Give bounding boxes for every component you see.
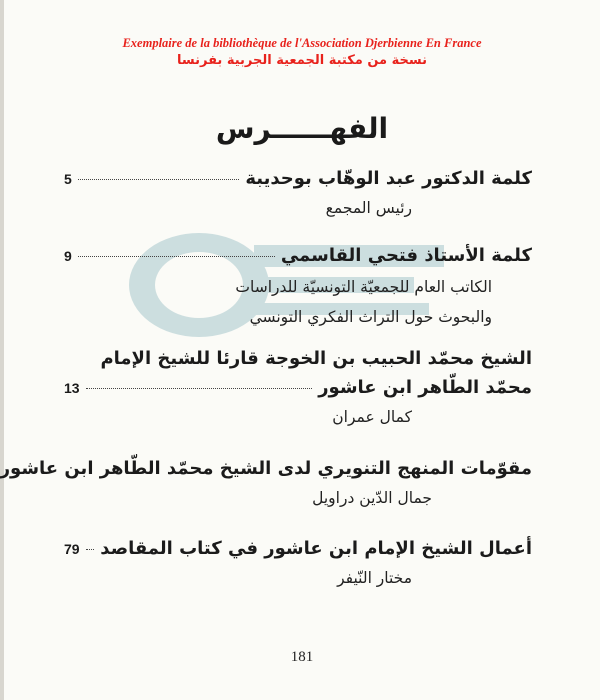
page-number: 181 — [290, 649, 314, 665]
library-stamp — [4, 36, 600, 68]
toc-entry-title: مقوّمات المنهج التنويري لدى الشيخ محمّد الطّاهر ابن عاشور — [0, 458, 532, 479]
toc-entry — [64, 245, 532, 332]
toc-entry-author: جمال الدّين دراويل — [312, 489, 432, 507]
toc-entry-line — [64, 245, 532, 266]
toc-entry — [64, 168, 532, 217]
toc-title: الفهــــــرس — [215, 112, 389, 145]
toc-entry-author: مختار النّيفر — [337, 569, 412, 587]
toc-entry-page: 9 — [64, 248, 72, 264]
dot-leader — [78, 178, 240, 180]
library-stamp-arabic: نسخة من مكتبة الجمعية الجربية بفرنسا — [177, 53, 427, 68]
toc-entry-line — [0, 458, 532, 479]
toc-entry-title: الشيخ محمّد الحبيب بن الخوجة قارئا للشيخ الإمام — [100, 348, 532, 369]
toc-entry-title: أعمال الشيخ الإمام ابن عاشور في كتاب المقاصد — [100, 538, 532, 559]
toc-entry-description: والبحوث حول التراث الفكري التونسي — [249, 308, 492, 326]
toc-entry — [64, 348, 532, 426]
toc-entry-title: كلمة الدكتور عبد الوهّاب بوحديبة — [245, 168, 532, 189]
toc-entry-title: محمّد الطّاهر ابن عاشور — [318, 377, 532, 398]
toc-entry — [0, 458, 532, 507]
toc-entry-line — [64, 538, 532, 559]
toc-entry-author: كمال عمران — [332, 408, 412, 426]
toc-entry-description: الكاتب العام للجمعيّة التونسيّة للدراسات — [235, 278, 492, 296]
dot-leader — [86, 387, 313, 389]
toc-entry-page: 79 — [64, 541, 80, 557]
library-stamp-french: Exemplaire de la bibliothèque de l'Association Djerbienne En France — [122, 36, 482, 50]
dot-leader — [78, 255, 275, 257]
toc-entry — [64, 538, 532, 587]
dot-leader — [86, 548, 95, 550]
toc-entry-author: رئيس المجمع — [325, 199, 412, 217]
toc-entry-title: كلمة الأستاذ فتحي القاسمي — [280, 245, 532, 266]
toc-entry-line — [64, 168, 532, 189]
toc-entry-line — [64, 377, 532, 398]
toc-entry-page: 13 — [64, 380, 80, 396]
toc-entry-page: 5 — [64, 171, 72, 187]
